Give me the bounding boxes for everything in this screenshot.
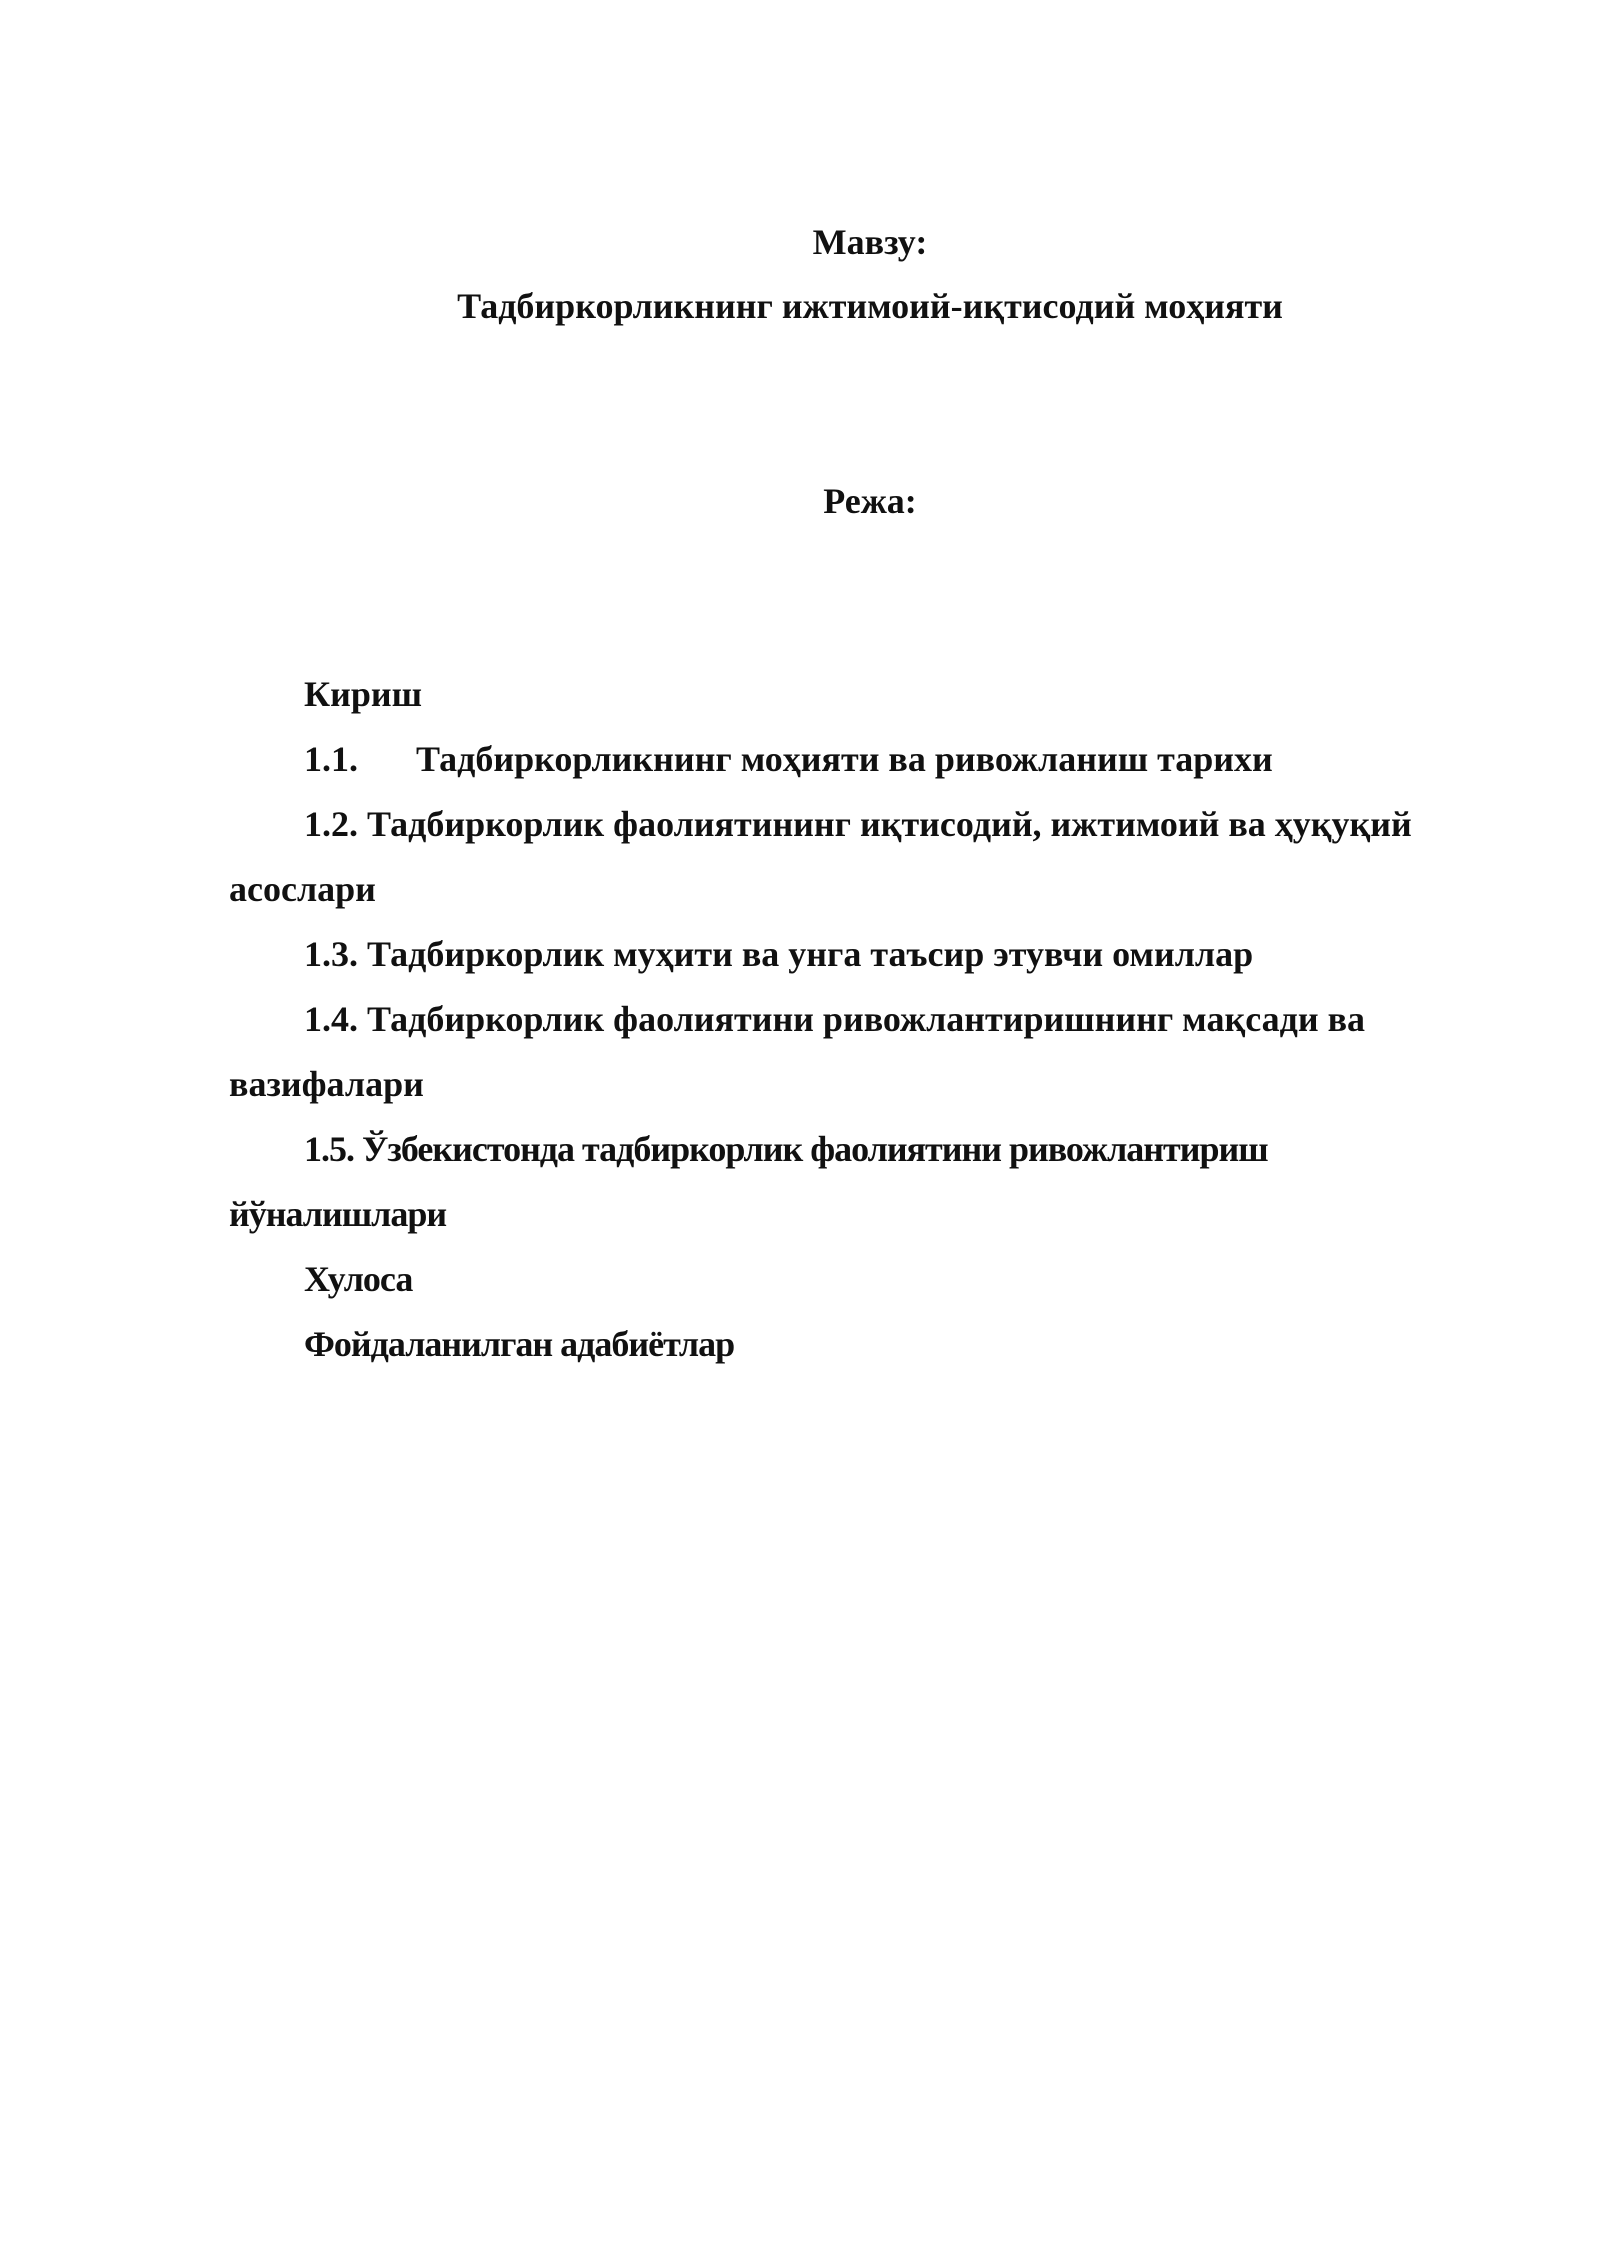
toc-item-number: 1.1. (304, 739, 358, 779)
toc-item-1-5: 1.5. Ўзбекистонда тадбиркорлик фаолиятини ривожлантириш (304, 1129, 1268, 1169)
toc-item-1-4: 1.4. Тадбиркорлик фаолиятини ривожлантиришнинг мақсади ва (304, 999, 1366, 1039)
toc-item-1-4-continued: вазифалари (229, 1064, 424, 1104)
plan-label: Режа: (823, 481, 917, 521)
toc-item-1-1 (304, 737, 1273, 781)
topic-title: Тадбиркорликнинг ижтимоий-иқтисодий моҳияти (457, 286, 1283, 326)
toc-item-1-3: 1.3. Тадбиркорлик муҳити ва унга таъсир этувчи омиллар (304, 934, 1254, 974)
toc-intro: Кириш (304, 674, 423, 714)
topic-label: Мавзу: (812, 222, 928, 262)
toc-item-1-2-continued: асослари (229, 869, 376, 909)
toc-item-title: Тадбиркорликнинг моҳияти ва ривожланиш тарихи (416, 739, 1273, 779)
toc-item-1-5-continued: йўналишлари (229, 1194, 447, 1234)
toc-conclusion: Хулоса (304, 1259, 413, 1299)
toc-references: Фойдаланилган адабиётлар (304, 1324, 735, 1364)
toc-item-1-2: 1.2. Тадбиркорлик фаолиятининг иқтисодий, ижтимоий ва ҳуқуқий (304, 804, 1412, 844)
